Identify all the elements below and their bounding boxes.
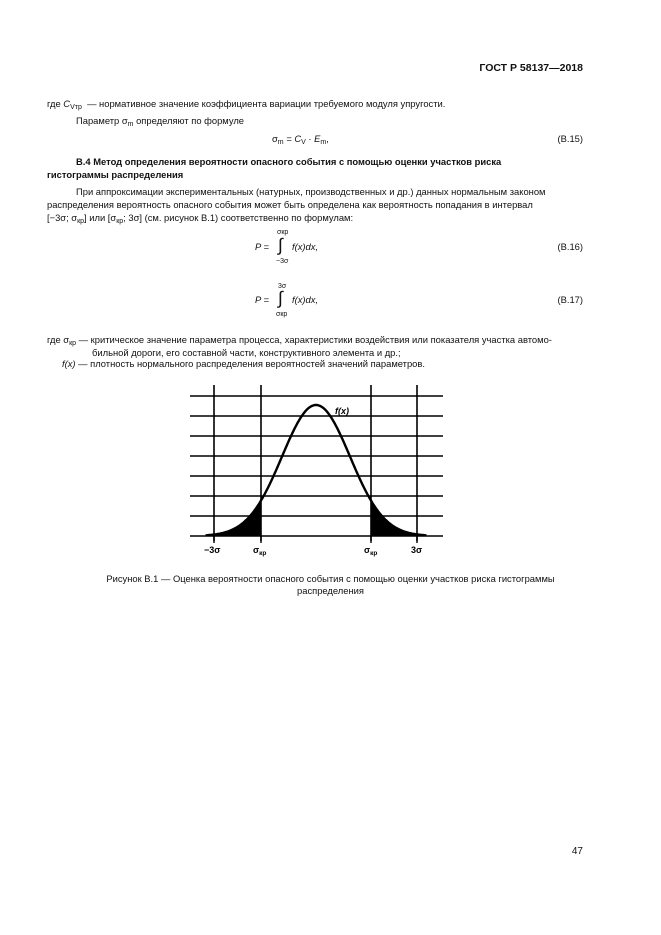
- standard-number: ГОСТ Р 58137—2018: [479, 62, 583, 74]
- equation-number-b17: (B.17): [557, 294, 583, 305]
- sigma-definition: где $\sigma_{кр}$ — критическое значение параметра процесса, характеристики воздействия или показателя участка автомо-: [47, 334, 552, 347]
- page: ГОСТ Р 58137—2018 где $C_{Vтр}$ — нормативное значение коэффициента вариации требуемого модуля упругости. Параметр $\sigma_m$ определяют по формуле $\sigma_m = C_V \cdot E_m$, (B.15) B.4 Метод определения вероятности опасного события с помощью оценки участков риска гистограммы распределения При аппроксимации экспериментальных (натурных, производственных и др.) данных нормальным законом распределения вероятность опасного события может быть определена как вероятность попадания в интервал [−3σ; $\sigma_{кр}$] или [$\sigma_{кр}$; 3σ] (см. рисунок В.1) соответственно по формулам: P = σкр ∫ −3σ f(x)dx, (B.16) P = 3σ ∫ σкр f(x)dx, (B.17) где $\sigma_{кр}$ — критическое значение параметра процесса, характеристики воздействия или показателя участка автомо- бильной дороги, его составной части, конструктивного элемента и др.; f(x) — плотность нормального распределения вероятностей значений параметров. f(x) −3σ $\sigma_{кр}$ $\sigma_{кр}$ 3σ Рисунок В.1 — Оценка вероятности опасного события с помощью оценки участков риска гистограммы распределения 47: [0, 0, 661, 935]
- figure-caption-cont: распределения: [297, 585, 364, 596]
- tick-label-sigma-cr-left: $\sigma_{кр}$: [253, 545, 267, 557]
- para-line-1: При аппроксимации экспериментальных (натурных, производственных и др.) данных нормальным законом: [76, 186, 546, 197]
- section-heading-cont: гистограммы распределения: [47, 169, 184, 180]
- f-definition: f(x) — плотность нормального распределения вероятностей значений параметров.: [62, 358, 425, 369]
- tick-label-minus3sigma: −3σ: [204, 545, 221, 555]
- equation-number-b15: (B.15): [557, 133, 583, 144]
- right-risk-area: [371, 501, 427, 536]
- equation-number-b16: (B.16): [557, 241, 583, 252]
- cv-definition: где $C_{Vтр}$ — нормативное значение коэффициента вариации требуемого модуля упругости.: [47, 98, 446, 111]
- cv-symbol: C: [63, 98, 71, 109]
- section-heading: B.4 Метод определения вероятности опасного события с помощью оценки участков риска: [76, 156, 502, 167]
- grid-lines: [190, 385, 443, 541]
- axis-ticks: [214, 536, 417, 543]
- equation-b15: $\sigma_m = C_V \cdot E_m$,: [272, 133, 329, 146]
- param-intro: Параметр $\sigma_m$ определяют по формуле: [76, 115, 245, 128]
- figure-caption: Рисунок В.1 — Оценка вероятности опасного события с помощью оценки участков риска гистограммы: [106, 573, 555, 584]
- page-number: 47: [571, 846, 583, 857]
- curve-label: f(x): [335, 406, 349, 416]
- para-line-2: распределения вероятность опасного события может быть определена как вероятность попадания в интервал: [47, 199, 533, 210]
- tick-label-sigma-cr-right: $\sigma_{кр}$: [364, 545, 378, 557]
- sigma-definition-cont: бильной дороги, его составной части, конструктивного элемента и др.;: [92, 347, 401, 358]
- para-line-3: [−3σ; $\sigma_{кр}$] или [$\sigma_{кр}$; 3σ] (см. рисунок В.1) соответственно по формулам:: [47, 212, 354, 225]
- tick-label-3sigma: 3σ: [411, 545, 423, 555]
